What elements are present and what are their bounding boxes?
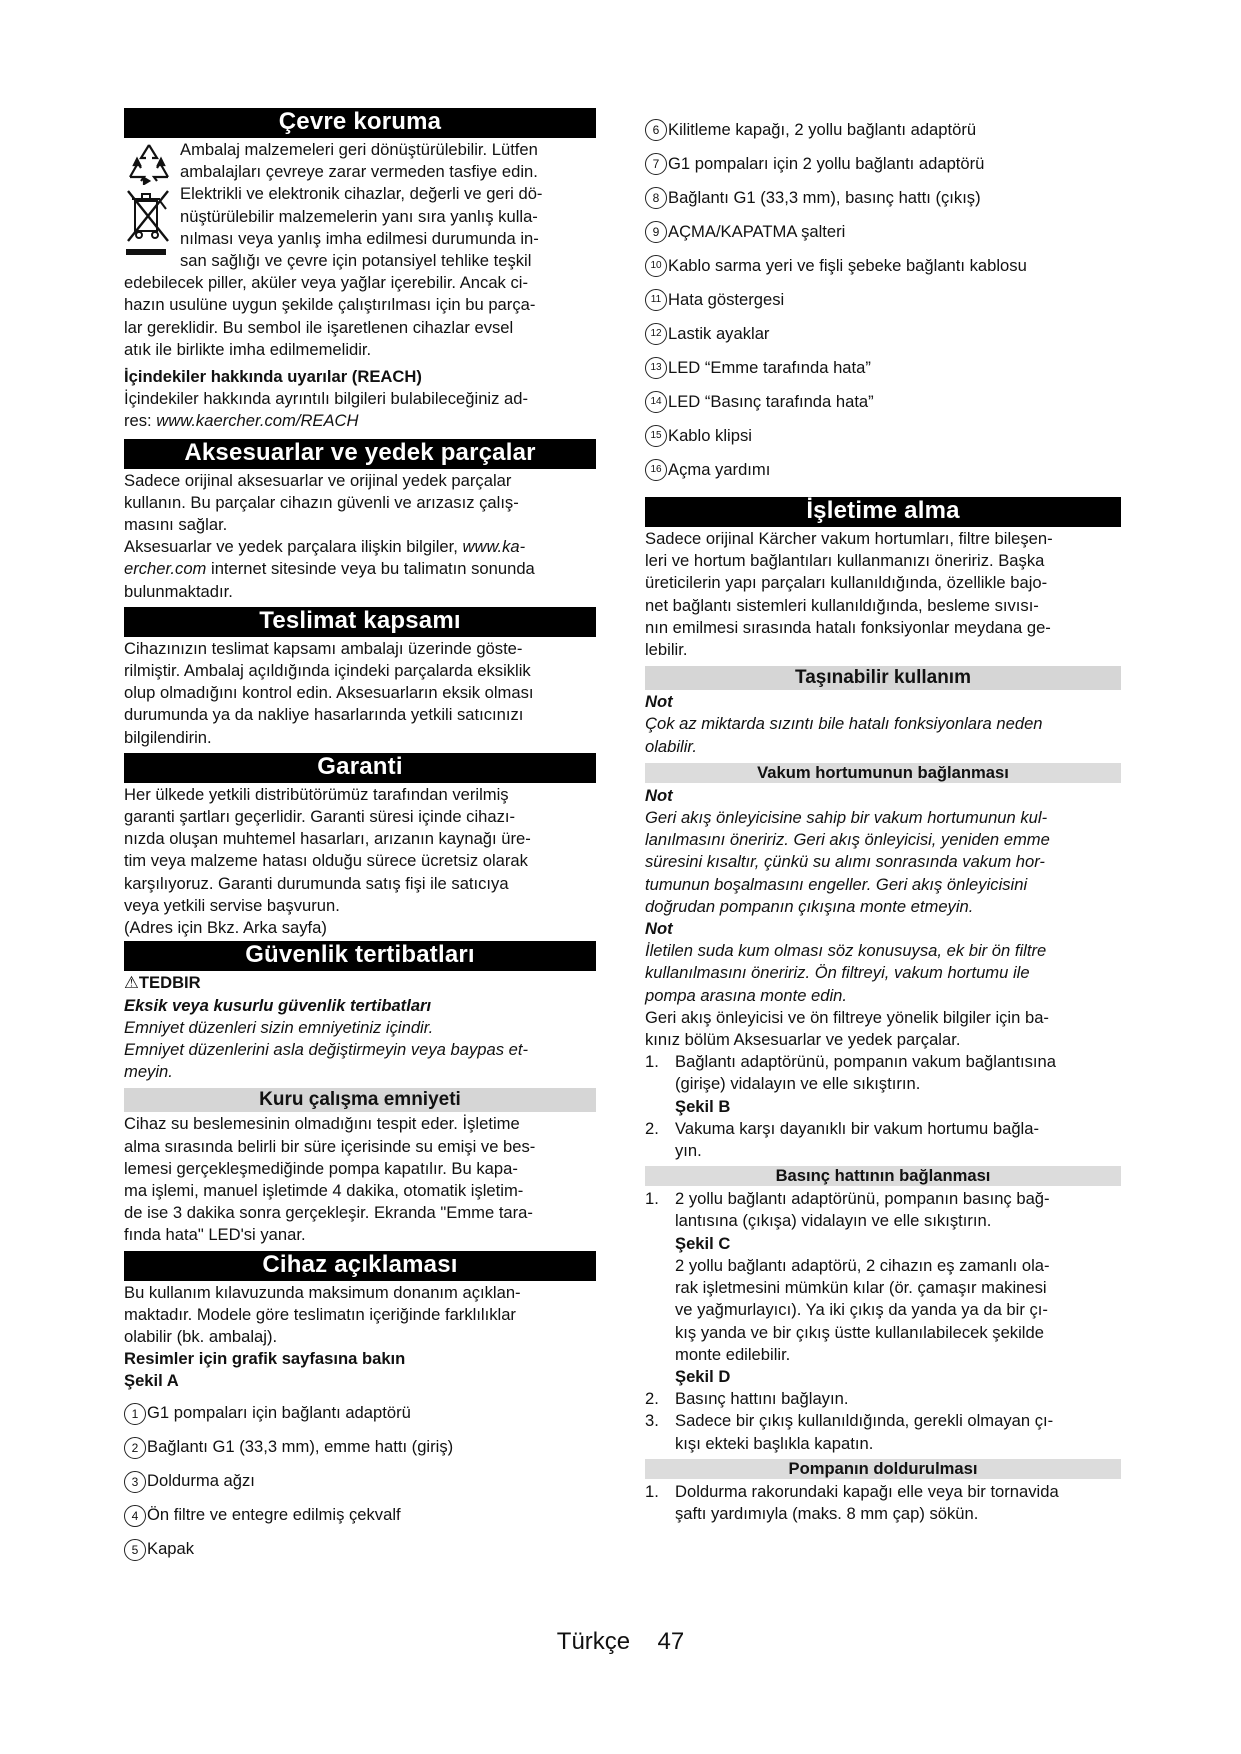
startup-text-line: nın emilmesi sırasında hatalı fonksiyonlar meydana ge- bbox=[645, 617, 1051, 637]
subsection-title-portable: Taşınabilir kullanım bbox=[645, 666, 1121, 690]
legend-item bbox=[645, 453, 1121, 487]
number-badge: 6 bbox=[645, 119, 667, 141]
vacuum-info-line: Geri akış önleyicisi ve ön filtreye yönelik bilgiler için ba- bbox=[645, 1007, 1049, 1027]
step-item bbox=[645, 1118, 1121, 1162]
accessories-text-line: kullanın. Bu parçalar cihazın güvenli ve arızasız çalış- bbox=[124, 492, 519, 512]
legend-text: Hata göstergesi bbox=[668, 289, 785, 309]
legend-list bbox=[645, 113, 1121, 487]
legend-item bbox=[645, 147, 1121, 181]
accessories-link[interactable]: ercher.com bbox=[124, 559, 207, 579]
figure-label: Şekil D bbox=[675, 1366, 731, 1386]
section-title-warranty: Garanti bbox=[124, 753, 596, 783]
number-badge: 13 bbox=[645, 357, 667, 379]
accessories-info-text: bulunmaktadır. bbox=[124, 581, 233, 601]
page-number: 47 bbox=[657, 1628, 685, 1655]
note-text-line: kullanılmasını öneririz. Ön filtreyi, vakum hortumu ile bbox=[645, 963, 1030, 983]
reach-prefix: res: bbox=[124, 411, 157, 431]
legend-item bbox=[645, 249, 1121, 283]
weee-text-line: san sağlığı ve çevre için potansiyel tehlike teşkil bbox=[180, 251, 532, 271]
recycle-text-line: ambalajları çevreye zarar vermeden tasfiye edin. bbox=[180, 162, 538, 182]
number-badge: 4 bbox=[124, 1505, 146, 1527]
legend-text: AÇMA/KAPATMA şalteri bbox=[668, 221, 846, 241]
legend-text: Kablo klipsi bbox=[668, 425, 752, 445]
number-badge: 7 bbox=[645, 153, 667, 175]
note-label: Not bbox=[645, 785, 673, 805]
section-title-environment: Çevre koruma bbox=[124, 108, 596, 138]
step-text-line: monte edilebilir. bbox=[675, 1344, 791, 1364]
legend-item bbox=[645, 283, 1121, 317]
step-item bbox=[645, 1051, 1121, 1118]
recycle-text-line: Ambalaj malzemeleri geri dönüştürülebilir. Lütfen bbox=[180, 140, 538, 159]
legend-item bbox=[645, 385, 1121, 419]
step-text-line: Doldurma rakorundaki kapağı elle veya bir tornavida bbox=[675, 1481, 1059, 1501]
legend-text: Ön filtre ve entegre edilmiş çekvalf bbox=[147, 1505, 401, 1525]
legend-item bbox=[645, 181, 1121, 215]
step-text-line: Vakuma karşı dayanıklı bir vakum hortumu bağla- bbox=[675, 1118, 1039, 1138]
delivery-text-line: olup olmadığını kontrol edin. Aksesuarların eksik olması bbox=[124, 683, 534, 703]
recycle-block bbox=[124, 139, 596, 183]
weee-text-line: nılması veya yanlış imha edilmesi durumunda in- bbox=[180, 228, 539, 248]
dryrun-text-line: ma işlemi, manuel işletimde 4 dakika, otomatik işletim- bbox=[124, 1180, 524, 1200]
figure-label: Şekil C bbox=[675, 1233, 731, 1253]
startup-text-line: leri ve hortum bağlantıları kullanmanızı öneririz. Başka bbox=[645, 551, 1045, 571]
legend-text: Bağlantı G1 (33,3 mm), emme hattı (giriş) bbox=[147, 1437, 454, 1457]
section-title-delivery: Teslimat kapsamı bbox=[124, 607, 596, 637]
step-number: 1. bbox=[645, 1189, 659, 1209]
step-text-line: Basınç hattını bağlayın. bbox=[675, 1389, 849, 1409]
step-item bbox=[645, 1481, 1121, 1525]
description-text-line: Bu kullanım kılavuzunda maksimum donanım açıklan- bbox=[124, 1282, 521, 1302]
warranty-text-line: veya yetkili servise başvurun. bbox=[124, 895, 340, 915]
step-text-line: rak işletmesini mümkün kılar (ör. çamaşır makinesi bbox=[675, 1278, 1047, 1298]
legend-text: LED “Basınç tarafında hata” bbox=[668, 391, 874, 411]
step-text-line: Sadece bir çıkış kullanıldığında, gerekli olmayan çı- bbox=[675, 1411, 1054, 1431]
dryrun-text-line: alma sırasında belirli bir süre içerisinde su emişi ve bes- bbox=[124, 1136, 536, 1156]
note-text-line: Geri akış önleyicisine sahip bir vakum hortumunun kul- bbox=[645, 808, 1048, 828]
startup-text-line: lebilir. bbox=[645, 640, 688, 660]
step-number: 1. bbox=[645, 1052, 659, 1072]
caution-heading: Eksik veya kusurlu güvenlik tertibatları bbox=[124, 995, 432, 1015]
subsection-title-pressure-line: Basınç hattının bağlanması bbox=[645, 1166, 1121, 1186]
legend-text: G1 pompaları için bağlantı adaptörü bbox=[147, 1403, 411, 1423]
left-column bbox=[124, 106, 596, 1567]
step-text-line: lantısına (çıkışa) vidalayın ve elle sıkıştırın. bbox=[675, 1211, 992, 1231]
accessories-info-line bbox=[124, 558, 596, 580]
legend-item bbox=[124, 1397, 596, 1431]
number-badge: 5 bbox=[124, 1539, 146, 1561]
note-text-line: Çok az miktarda sızıntı bile hatalı fonksiyonlara neden bbox=[645, 714, 1043, 734]
subsection-title-dryrun: Kuru çalışma emniyeti bbox=[124, 1088, 596, 1112]
legend-item bbox=[645, 215, 1121, 249]
accessories-text-line: masını sağlar. bbox=[124, 515, 228, 535]
subsection-title-vacuum-hose: Vakum hortumunun bağlanması bbox=[645, 763, 1121, 783]
section-title-accessories: Aksesuarlar ve yedek parçalar bbox=[124, 439, 596, 469]
dryrun-text-line: de ise 3 dakika sonra gerçekleşir. Ekranda "Emme tara- bbox=[124, 1203, 533, 1223]
accessories-link[interactable]: www.ka- bbox=[462, 537, 526, 557]
number-badge: 16 bbox=[645, 459, 667, 481]
note-label: Not bbox=[645, 692, 673, 712]
number-badge: 3 bbox=[124, 1471, 146, 1493]
step-item bbox=[645, 1388, 1121, 1410]
note-text-line: olabilir. bbox=[645, 736, 697, 756]
warranty-text-line: garanti şartları geçerlidir. Garanti süresi içinde cihazı- bbox=[124, 807, 516, 827]
section-title-startup: İşletime alma bbox=[645, 497, 1121, 527]
reach-text-line: İçindekiler hakkında ayrıntılı bilgileri bulabileceğiniz ad- bbox=[124, 389, 528, 409]
legend-text: Lastik ayaklar bbox=[668, 323, 770, 343]
warranty-text-line: Her ülkede yetkili distribütörümüz tarafından verilmiş bbox=[124, 784, 509, 804]
footer-language: Türkçe bbox=[556, 1628, 631, 1655]
warranty-text-line: karşılıyoruz. Garanti durumunda satış fişi ile satıcıya bbox=[124, 873, 509, 893]
accessories-info-text: internet sitesinde veya bu talimatın sonunda bbox=[206, 559, 535, 579]
legend-text: LED “Emme tarafında hata” bbox=[668, 357, 871, 377]
caution-text-line: Emniyet düzenlerini asla değiştirmeyin veya baypas et- bbox=[124, 1039, 528, 1059]
weee-text-line: edebilecek piller, aküler veya yağlar içerebilir. Ancak ci- bbox=[124, 273, 528, 293]
recycle-icon bbox=[124, 141, 174, 185]
legend-text: Doldurma ağzı bbox=[147, 1471, 255, 1491]
note-text-line: doğrudan pompanın çıkışına monte etmeyin. bbox=[645, 896, 974, 916]
description-text-line: olabilir (bk. ambalaj). bbox=[124, 1326, 278, 1346]
accessories-text-line: Sadece orijinal aksesuarlar ve orijinal yedek parçalar bbox=[124, 470, 512, 490]
step-number: 3. bbox=[645, 1411, 659, 1431]
legend-item bbox=[124, 1465, 596, 1499]
weee-text-line: atık ile birlikte imha edilmemelidir. bbox=[124, 339, 372, 359]
dryrun-text-line: lemesi gerçekleşmediğinde pompa kapatılır. Bu kapa- bbox=[124, 1158, 518, 1178]
number-badge: 9 bbox=[645, 221, 667, 243]
number-badge: 2 bbox=[124, 1437, 146, 1459]
warranty-text-line: (Adres için Bkz. Arka sayfa) bbox=[124, 918, 327, 938]
weee-text-line: Elektrikli ve elektronik cihazlar, değerli ve geri dö- bbox=[180, 184, 543, 204]
note-label: Not bbox=[645, 919, 673, 939]
step-item bbox=[645, 1188, 1121, 1388]
legend-list bbox=[124, 1397, 596, 1567]
number-badge: 15 bbox=[645, 425, 667, 447]
weee-text-line: lar gereklidir. Bu sembol ile işaretlenen cihazlar evsel bbox=[124, 317, 514, 337]
delivery-text-line: rilmiştir. Ambalaj açıldığında içindeki parçalarda eksiklik bbox=[124, 661, 531, 681]
legend-item bbox=[645, 351, 1121, 385]
legend-text: Kilitleme kapağı, 2 yollu bağlantı adaptörü bbox=[668, 119, 977, 139]
accessories-info-text: Aksesuarlar ve yedek parçalara ilişkin bilgiler, bbox=[124, 537, 463, 557]
step-text-line: ve yağmurlayıcı). Ya iki çıkış da yanda ya da bir çı- bbox=[675, 1300, 1048, 1320]
delivery-text-line: bilgilendirin. bbox=[124, 727, 212, 747]
legend-item bbox=[645, 317, 1121, 351]
number-badge: 14 bbox=[645, 391, 667, 413]
legend-item bbox=[124, 1431, 596, 1465]
weee-text-line: hazın usulüne uygun şekilde çalıştırılması için bu parça- bbox=[124, 295, 536, 315]
accessories-info-line bbox=[124, 536, 596, 558]
reach-link[interactable]: www.kaercher.com/REACH bbox=[156, 411, 359, 431]
step-number: 2. bbox=[645, 1118, 659, 1138]
dryrun-text-line: Cihaz su beslemesinin olmadığını tespit eder. İşletime bbox=[124, 1114, 520, 1134]
delivery-text-line: Cihazınızın teslimat kapsamı ambalajı üzerinde göste- bbox=[124, 638, 523, 658]
crossed-bin-icon bbox=[124, 187, 172, 259]
legend-item bbox=[645, 113, 1121, 147]
startup-text-line: Sadece orijinal Kärcher vakum hortumları, filtre bileşen- bbox=[645, 529, 1053, 548]
step-text-line: kış yanda ve bir çıkış üstte kullanılabilecek şekilde bbox=[675, 1322, 1044, 1342]
section-title-description: Cihaz açıklaması bbox=[124, 1251, 596, 1281]
step-text-line: (girişe) vidalayın ve elle sıkıştırın. bbox=[675, 1074, 921, 1094]
warranty-text-line: nızda oluşan muhtemel hasarları, arızanın kaynağı üre- bbox=[124, 829, 531, 849]
page-footer bbox=[0, 1628, 1241, 1656]
note-text-line: pompa arasına monte edin. bbox=[645, 985, 848, 1005]
section-title-safety: Güvenlik tertibatları bbox=[124, 941, 596, 971]
note-text-line: lanılmasını öneririz. Geri akış önleyicisi, yeniden emme bbox=[645, 830, 1050, 850]
startup-text-line: üreticilerin yapı parçaları kullanıldığında, özellikle bajo- bbox=[645, 573, 1048, 593]
legend-item bbox=[124, 1499, 596, 1533]
step-item bbox=[645, 1410, 1121, 1454]
right-column bbox=[645, 113, 1121, 1525]
dryrun-text-line: fında hata" LED'si yanar. bbox=[124, 1225, 306, 1245]
note-text-line: İletilen suda kum olması söz konusuysa, ek bir ön filtre bbox=[645, 941, 1047, 961]
weee-text-line: nüştürülebilir malzemelerin yanı sıra yanlış kulla- bbox=[180, 206, 538, 226]
number-badge: 10 bbox=[645, 255, 667, 277]
graphics-heading: Resimler için grafik sayfasına bakın bbox=[124, 1349, 406, 1369]
number-badge: 8 bbox=[645, 187, 667, 209]
caution-text-line: meyin. bbox=[124, 1062, 173, 1082]
legend-text: Açma yardımı bbox=[668, 459, 771, 479]
vacuum-info-line: kınız bölüm Aksesuarlar ve yedek parçalar. bbox=[645, 1030, 961, 1050]
legend-text: G1 pompaları için 2 yollu bağlantı adaptörü bbox=[668, 153, 985, 173]
step-text-line: şaftı yardımıyla (maks. 8 mm çap) sökün. bbox=[675, 1503, 979, 1523]
step-text-line: 2 yollu bağlantı adaptörü, 2 cihazın eş zamanlı ola- bbox=[675, 1255, 1050, 1275]
caution-text-line: Emniyet düzenleri sizin emniyetiniz içindir. bbox=[124, 1017, 434, 1037]
step-text-line: 2 yollu bağlantı adaptörünü, pompanın basınç bağ- bbox=[675, 1189, 1050, 1209]
subsection-title-pump-filling: Pompanın doldurulması bbox=[645, 1459, 1121, 1479]
startup-text-line: net bağlantı sistemleri kullanıldığında, besleme sıvısı- bbox=[645, 595, 1039, 615]
note-text-line: tumunun boşalmasını engeller. Geri akış önleyicisini bbox=[645, 874, 1028, 894]
legend-text: Kablo sarma yeri ve fişli şebeke bağlantı kablosu bbox=[668, 255, 1027, 275]
figure-label: Şekil A bbox=[124, 1371, 179, 1391]
note-text-line: süresini kısaltır, çünkü su alımı sonrasında vakum hor- bbox=[645, 852, 1045, 872]
number-badge: 11 bbox=[645, 289, 667, 311]
legend-text: Kapak bbox=[147, 1539, 195, 1559]
number-badge: 12 bbox=[645, 323, 667, 345]
legend-item bbox=[124, 1533, 596, 1567]
legend-text: Bağlantı G1 (33,3 mm), basınç hattı (çıkış) bbox=[668, 187, 981, 207]
reach-heading: İçindekiler hakkında uyarılar (REACH) bbox=[124, 367, 422, 387]
step-text-line: kışı ekteki başlıkla kapatın. bbox=[675, 1433, 874, 1453]
description-text-line: maktadır. Modele göre teslimatın içeriğinde farklılıklar bbox=[124, 1304, 516, 1324]
reach-url-line bbox=[124, 410, 596, 432]
legend-item bbox=[645, 419, 1121, 453]
step-text-line: yın. bbox=[675, 1141, 702, 1161]
delivery-text-line: durumunda ya da nakliye hasarlarında yetkili satıcınızı bbox=[124, 705, 524, 725]
warranty-text-line: tim veya malzeme hatası olduğu sürece ücretsiz olarak bbox=[124, 851, 528, 871]
step-number: 1. bbox=[645, 1481, 659, 1501]
figure-label: Şekil B bbox=[675, 1096, 731, 1116]
step-number: 2. bbox=[645, 1389, 659, 1409]
step-text-line: Bağlantı adaptörünü, pompanın vakum bağlantısına bbox=[675, 1052, 1056, 1072]
caution-label: ⚠TEDBIR bbox=[124, 973, 201, 993]
weee-block bbox=[124, 183, 596, 272]
number-badge: 1 bbox=[124, 1403, 146, 1425]
